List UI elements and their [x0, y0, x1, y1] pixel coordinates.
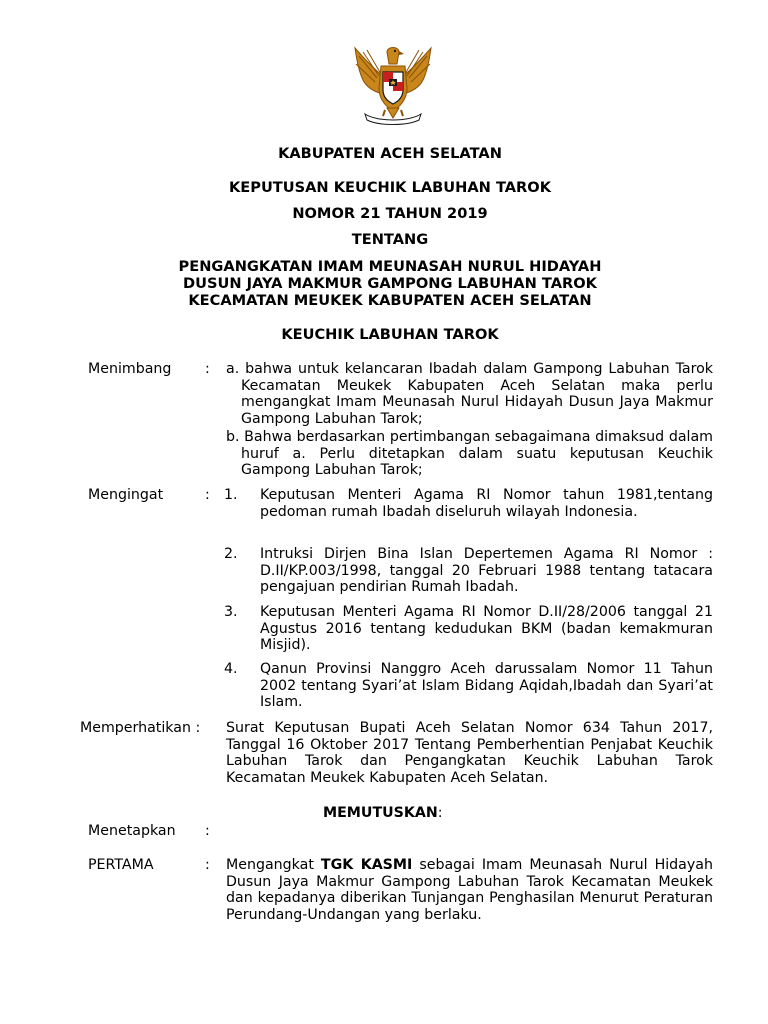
- subject-line: PENGANGKATAN IMAM MEUNASAH NURUL HIDAYAH: [178, 258, 602, 275]
- mengingat-item-number: 1.: [224, 487, 238, 503]
- mengingat-item-text: Qanun Provinsi Nanggro Aceh darussalam Nomor 11 Tahun 2002 tentang Syari’at Islam Bidang Aqidah,Ibadah dan Syari’at Islam.: [260, 661, 713, 711]
- issuer-heading: KEUCHIK LABUHAN TAROK: [281, 326, 499, 343]
- menetapkan-label: Menetapkan: [88, 823, 176, 839]
- about-heading: TENTANG: [351, 231, 429, 248]
- memperhatikan-label: Memperhatikan :: [80, 720, 201, 736]
- mengingat-item-number: 4.: [224, 661, 238, 677]
- region-title: KABUPATEN ACEH SELATAN: [278, 145, 502, 162]
- pertama-text-before: Mengangkat: [226, 857, 321, 873]
- memutuskan-heading: [323, 805, 443, 822]
- garuda-emblem-icon: [347, 42, 439, 128]
- mengingat-colon: :: [205, 487, 210, 503]
- memperhatikan-text: Surat Keputusan Bupati Aceh Selatan Nomor 634 Tahun 2017, Tanggal 16 Oktober 2017 Tentang Pemberhentian Penjabat Keuchik Labuhan Tarok dan Pengangkatan Keuchik Labuhan Tarok Kecamatan Meukek Kabupaten Aceh Selatan.: [226, 720, 713, 786]
- pertama-label: PERTAMA: [88, 857, 154, 873]
- pertama-colon: :: [205, 857, 210, 873]
- memutuskan-colon: :: [437, 805, 443, 821]
- menetapkan-colon: :: [205, 823, 210, 839]
- mengingat-item-text: Intruksi Dirjen Bina Islan Depertemen Agama RI Nomor : D.II/KP.003/1998, tanggal 20 Februari 1988 tentang tatacara pengajuan pendirian Rumah Ibadah.: [260, 546, 713, 596]
- mengingat-item-text: Keputusan Menteri Agama RI Nomor tahun 1981,tentang pedoman rumah Ibadah diseluruh wilayah Indonesia.: [260, 487, 713, 520]
- subject-line: KECAMATAN MEUKEK KABUPATEN ACEH SELATAN: [188, 292, 592, 309]
- menimbang-colon: :: [205, 361, 210, 377]
- mengingat-label: Mengingat: [88, 487, 164, 503]
- pertama-text: [226, 857, 713, 923]
- subject-line: DUSUN JAYA MAKMUR GAMPONG LABUHAN TAROK: [183, 275, 597, 292]
- menimbang-item: b. Bahwa berdasarkan pertimbangan sebagaimana dimaksud dalam huruf a. Perlu ditetapkan dalam suatu keputusan Keuchik Gampong Labuhan Tarok;: [226, 429, 713, 479]
- menimbang-item: a. bahwa untuk kelancaran Ibadah dalam Gampong Labuhan Tarok Kecamatan Meukek Kabupaten Aceh Selatan maka perlu mengangkat Imam Meunasah Nurul Hidayah Dusun Jaya Makmur Gampong Labuhan Tarok;: [226, 361, 713, 427]
- memutuskan-word: MEMUTUSKAN: [323, 805, 438, 821]
- mengingat-item-text: Keputusan Menteri Agama RI Nomor D.II/28/2006 tanggal 21 Agustus 2016 tentang kedudukan BKM (badan kemakmuran Misjid).: [260, 604, 713, 654]
- appointee-name: TGK KASMI: [320, 857, 413, 873]
- mengingat-item-number: 3.: [224, 604, 238, 620]
- decree-title: KEPUTUSAN KEUCHIK LABUHAN TAROK: [228, 179, 552, 196]
- menimbang-label: Menimbang: [88, 361, 172, 377]
- pertama-text-after: sebagai Imam Meunasah Nurul Hidayah Dusun Jaya Makmur Gampong Labuhan Tarok Kecamatan Meukek dan kepadanya diberikan Tunjangan Penghasilan Menurut Peraturan Perundang-Undangan yang berlaku.: [226, 857, 713, 923]
- decree-number: NOMOR 21 TAHUN 2019: [292, 205, 488, 222]
- mengingat-item-number: 2.: [224, 546, 238, 562]
